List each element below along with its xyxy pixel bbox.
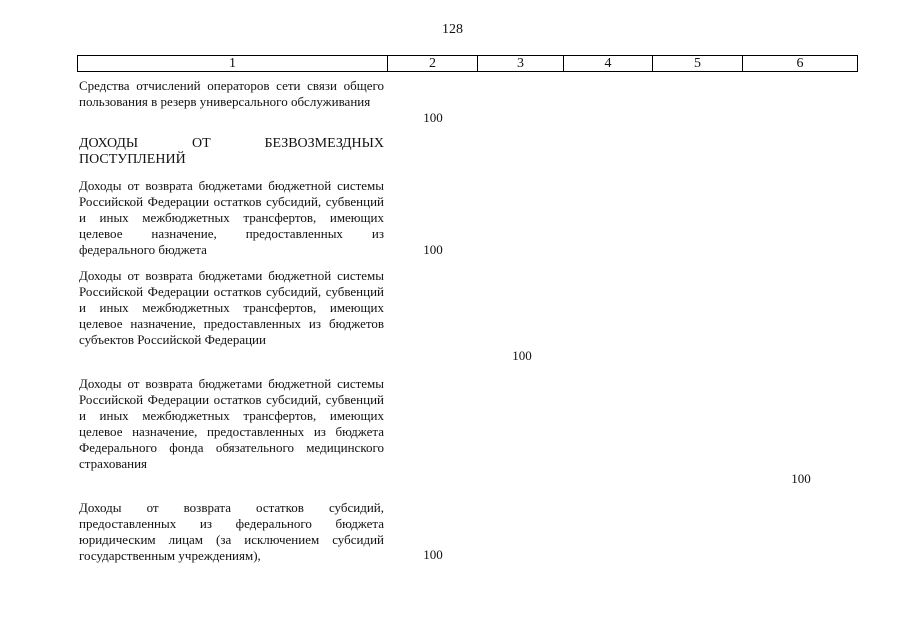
row-description: Доходы от возврата бюджетами бюджетной системы Российской Федерации остатков субсидий, субвенций и иных межбюджетных трансфертов, имеющих целевое назначение, предоставленных из бюджета Федерального фонда обязательного медицинского страхования: [79, 376, 384, 471]
column-header-5: 5: [653, 56, 743, 71]
column-header-2: 2: [388, 56, 478, 71]
column-header-1: 1: [78, 56, 388, 71]
column-header-6: 6: [796, 56, 804, 71]
table-row: [79, 78, 859, 125]
row-value: 100: [423, 242, 443, 257]
column-header-4: 4: [564, 56, 653, 71]
row-description: Доходы от возврата бюджетами бюджетной системы Российской Федерации остатков субсидий, субвенций и иных межбюджетных трансфертов, имеющих целевое назначение, предоставленных из бюджетов субъектов Российской Федерации: [79, 268, 384, 347]
table-row: [79, 268, 859, 363]
row-description: Доходы от возврата бюджетами бюджетной системы Российской Федерации остатков субсидий, субвенций и иных межбюджетных трансфертов, имеющих целевое назначение, предоставленных из федерального бюджета: [79, 178, 384, 257]
row-value: 100: [791, 471, 811, 486]
table-row: [79, 178, 859, 258]
table-header: [77, 55, 858, 72]
table-row: [79, 376, 859, 486]
page-number: 128: [442, 22, 463, 37]
row-value: 100: [423, 110, 443, 125]
section-heading: ДОХОДЫ ОТ БЕЗВОЗМЕЗДНЫХ ПОСТУПЛЕНИЙ: [79, 136, 384, 167]
table-row: [79, 500, 859, 564]
row-value: 100: [512, 348, 532, 363]
row-description: Средства отчислений операторов сети связи общего пользования в резерв универсального обслуживания: [79, 78, 384, 109]
row-value: 100: [423, 547, 443, 562]
column-header-3: 3: [478, 56, 564, 71]
row-description: Доходы от возврата остатков субсидий, предоставленных из федерального бюджета юридическим лицам (за исключением субсидий государственным учреждениям),: [79, 500, 384, 563]
table-row: [79, 136, 859, 168]
